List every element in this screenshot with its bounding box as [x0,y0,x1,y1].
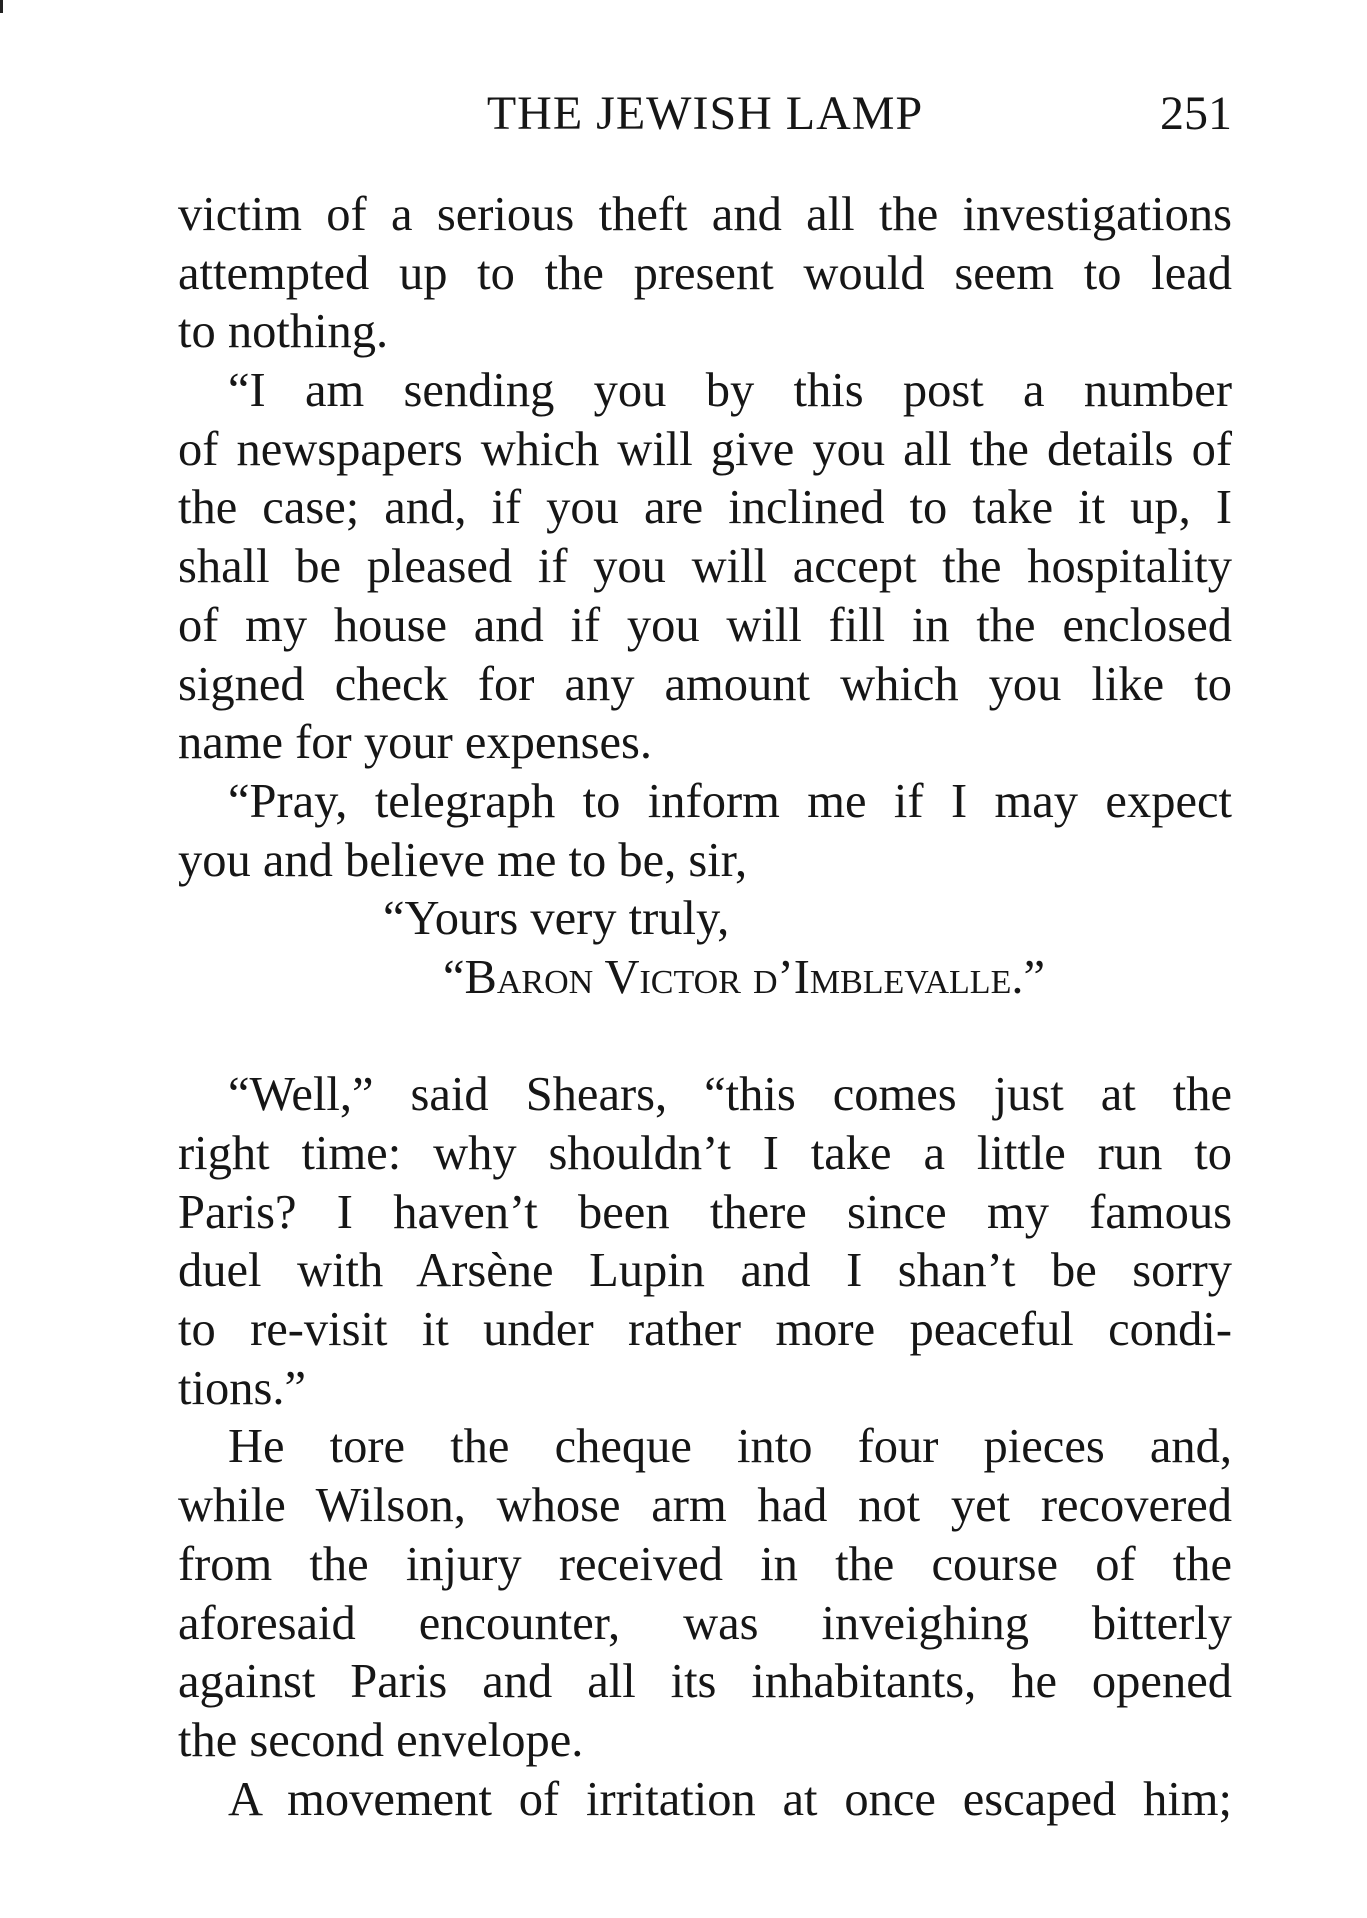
text-line: the second envelope. [178,1713,584,1767]
text-line: aforesaid encounter, was inveighing bitterly [178,1596,1232,1650]
text-line: right time: why shouldn’t I take a little run to [178,1127,1232,1180]
text-line: shall be pleased if you will accept the hospitality [178,540,1232,594]
text-line: A movement of irritation at once escaped him; [228,1772,1232,1826]
text-line: attempted up to the present would seem to lead [178,246,1232,300]
text-line: of my house and if you will fill in the enclosed [178,598,1232,652]
text-line: He tore the cheque into four pieces and, [228,1420,1232,1474]
letter-closing: “Yours very truly, [383,892,730,946]
text-line: to re-visit it under rather more peaceful condi- [178,1303,1232,1357]
page-header [178,84,1232,144]
text-line: to nothing. [178,305,389,359]
text-line: “I am sending you by this post a number [228,364,1232,418]
text-line: you and believe me to be, sir, [178,833,748,887]
text-line: against Paris and all its inhabitants, he opened [178,1655,1232,1709]
text-line: signed check for any amount which you like to [178,657,1232,711]
text-line: of newspapers which will give you all the details of [178,422,1232,476]
page-number: 251 [1160,87,1232,140]
text-line: Paris? I haven’t been there since my famous [178,1185,1232,1239]
running-title: THE JEWISH LAMP [486,87,924,140]
text-line: “Pray, telegraph to inform me if I may expect [228,774,1232,828]
letter-signature: “Baron Victor d’Imblevalle.” [443,950,1045,1004]
text-line: victim of a serious theft and all the investigations [178,188,1232,241]
text-line: “Well,” said Shears, “this comes just at the [228,1068,1232,1122]
body-text [178,186,1232,1829]
text-line: duel with Arsène Lupin and I shan’t be sorry [178,1244,1232,1298]
scan-mark [0,0,3,13]
text-line: the case; and, if you are inclined to take it up, I [178,481,1232,535]
text-line: while Wilson, whose arm had not yet recovered [178,1479,1232,1533]
section-break [178,1008,1232,1067]
text-line: name for your expenses. [178,716,653,770]
text-line: tions.” [178,1361,306,1415]
text-line: from the injury received in the course of the [178,1537,1232,1591]
